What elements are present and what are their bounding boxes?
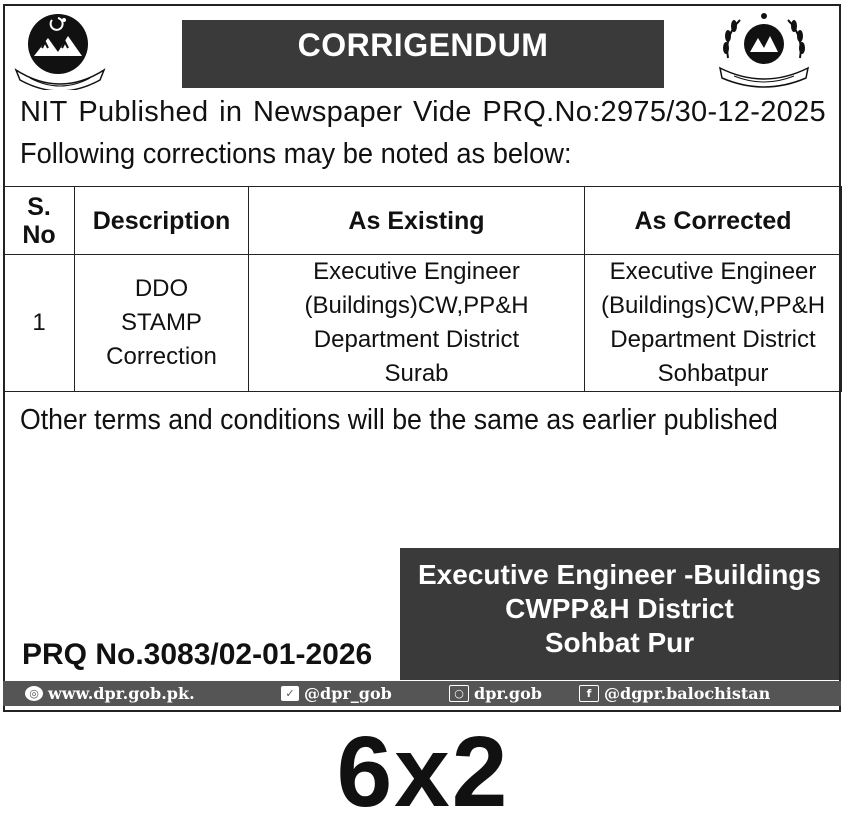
instagram-icon: ○ <box>449 685 469 702</box>
header-description: Description <box>75 187 249 255</box>
nit-word: NIT <box>20 96 68 128</box>
corrections-table <box>3 186 842 392</box>
footer-instagram: ○ dpr.gob <box>449 681 542 706</box>
govt-balochistan-logo <box>12 8 108 90</box>
cell-description: DDO STAMP Correction <box>75 255 249 392</box>
globe-icon: ◎ <box>25 686 43 701</box>
header-sno: S. No <box>4 187 75 255</box>
facebook-icon: f <box>579 685 599 702</box>
cell-sno: 1 <box>4 255 75 392</box>
nit-prq-reference: PRQ.No:2975/30-12-2025 <box>482 96 826 128</box>
footer-facebook: f @dgpr.balochistan <box>579 681 770 706</box>
following-corrections-text: Following corrections may be noted as below: <box>20 138 572 170</box>
nit-reference-line <box>20 96 826 129</box>
header-as-corrected: As Corrected <box>585 187 842 255</box>
nit-word: Newspaper <box>252 96 403 128</box>
ad-size-label: 6x2 <box>336 716 510 828</box>
footer-twitter: ✓ @dpr_gob <box>281 681 392 706</box>
table-row <box>4 255 842 392</box>
corrigendum-banner <box>182 20 664 88</box>
cell-as-existing: Executive Engineer (Buildings)CW,PP&H Department District Surab <box>249 255 585 392</box>
dgpr-logo <box>714 6 814 90</box>
table-header-row <box>4 187 842 255</box>
signature-line: Executive Engineer -Buildings <box>418 559 821 590</box>
signature-line: CWPP&H District <box>505 593 734 624</box>
nit-word: in <box>219 96 243 128</box>
signature-line: Sohbat Pur <box>544 627 695 658</box>
twitter-icon: ✓ <box>281 686 299 701</box>
signature-block <box>400 548 839 680</box>
nit-word: Vide <box>413 96 472 128</box>
cell-as-corrected: Executive Engineer (Buildings)CW,PP&H Department District Sohbatpur <box>585 255 842 392</box>
social-footer <box>3 681 841 706</box>
prq-number: PRQ No.3083/02-01-2026 <box>22 638 373 671</box>
header-as-existing: As Existing <box>249 187 585 255</box>
corrigendum-title: CORRIGENDUM <box>297 27 549 63</box>
nit-word: Published <box>78 96 209 128</box>
footer-web: ◎ www.dpr.gob.pk. <box>25 681 195 706</box>
other-terms-text: Other terms and conditions will be the same as earlier published <box>20 404 778 436</box>
